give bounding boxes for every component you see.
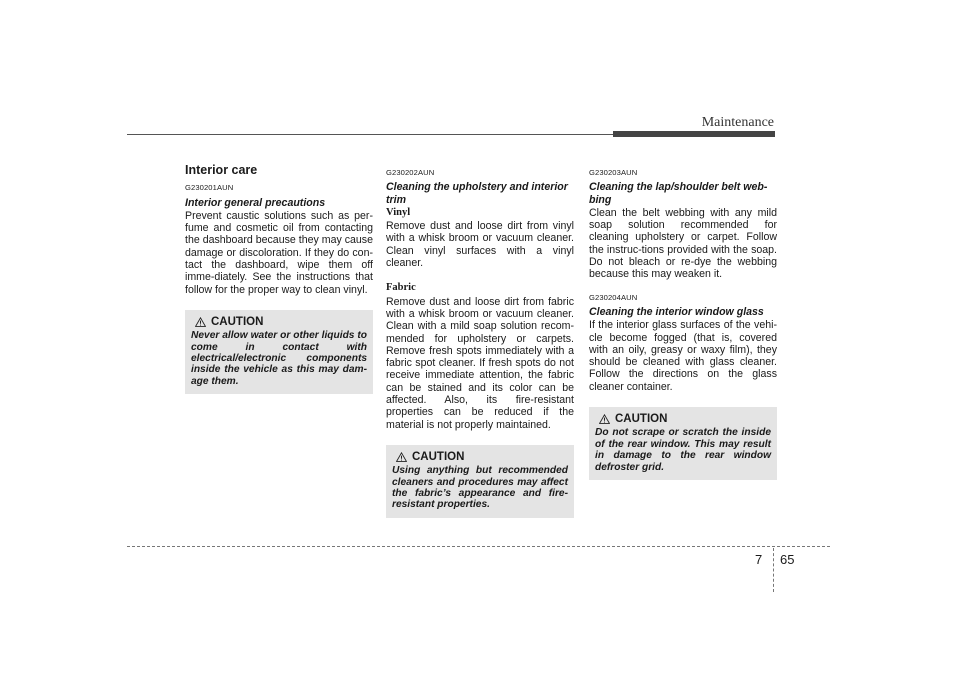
subsection-title: Cleaning the lap/shoulder belt web-bing [589, 181, 768, 206]
page-number-divider [773, 548, 774, 592]
section-code: G230201AUN [185, 183, 234, 193]
caution-header [195, 316, 367, 328]
caution-header [396, 451, 568, 463]
footer-rule [127, 546, 830, 547]
caution-text: Using anything but recommended cleaners and procedures may affect the fabric’s appearance and fire-resistant properties. [392, 465, 568, 511]
section-code: G230204AUN [589, 292, 638, 302]
column-2 [386, 160, 574, 518]
section-title: Interior care [185, 163, 258, 177]
page-header-title: Maintenance [701, 115, 774, 130]
body-text: If the interior glass surfaces of the vehi-cle become fogged (that is, covered with an oily, greasy or waxy film), they should be cleaned with glass cleaner. Follow the directions on the glass cleaner container. [589, 319, 777, 393]
vinyl-body: Remove dust and loose dirt from vinyl with a whisk broom or vacuum cleaner. Clean vinyl surfaces with a vinyl cleaner. [386, 220, 574, 270]
header-bar [613, 131, 775, 137]
caution-label: CAUTION [615, 413, 668, 426]
section-code: G230202AUN [386, 168, 435, 177]
warning-triangle-icon [396, 452, 407, 462]
fabric-heading: Fabric [386, 282, 416, 294]
subsection-title: Cleaning the upholstery and interior trim [386, 181, 568, 206]
column-1 [185, 160, 373, 394]
caution-box [386, 445, 574, 518]
body-text: Prevent caustic solutions such as per-fume and cosmetic oil from contacting the dashboard because they may cause damage or discoloration. If they do con-tact the dashboard, wipe them off imme-diately. See the instructions that follow for the proper way to clean vinyl. [185, 209, 373, 296]
caution-text: Do not scrape or scratch the inside of the rear window. This may result in damage to the rear window defroster grid. [595, 427, 771, 473]
warning-triangle-icon [599, 414, 610, 424]
caution-label: CAUTION [412, 450, 465, 463]
column-3 [589, 160, 777, 480]
vinyl-heading: Vinyl [386, 206, 411, 218]
subsection-title: Cleaning the interior window glass [589, 305, 764, 318]
caution-header [599, 413, 771, 425]
warning-triangle-icon [195, 317, 206, 327]
fabric-body: Remove dust and loose dirt from fabric with a whisk broom or vacuum cleaner. Clean with a mild soap solution recom-mended for upholstery or carpets. Remove fresh spots immediately with a fabric spot cleaner. If fresh spots do not receive immediate attention, the fabric can be stained and its color can be affected. Also, its fire-resistant properties can be reduced if the material is not properly maintained. [386, 295, 574, 431]
caution-box [589, 407, 777, 480]
body-text: Clean the belt webbing with any mild soap solution recommended for cleaning upholstery or carpet. Follow the instruc-tions provided with the soap. Do not bleach or re-dye the webbing because this may weaken it. [589, 206, 777, 281]
page-number: 65 [780, 552, 795, 567]
caution-text: Never allow water or other liquids to come in contact with electrical/electronic components inside the vehicle as this may dam-age them. [191, 330, 367, 387]
chapter-number: 7 [755, 552, 763, 567]
caution-box [185, 310, 373, 394]
caution-label: CAUTION [211, 315, 264, 328]
subsection-title: Interior general precautions [185, 196, 326, 209]
section-code: G230203AUN [589, 168, 638, 177]
